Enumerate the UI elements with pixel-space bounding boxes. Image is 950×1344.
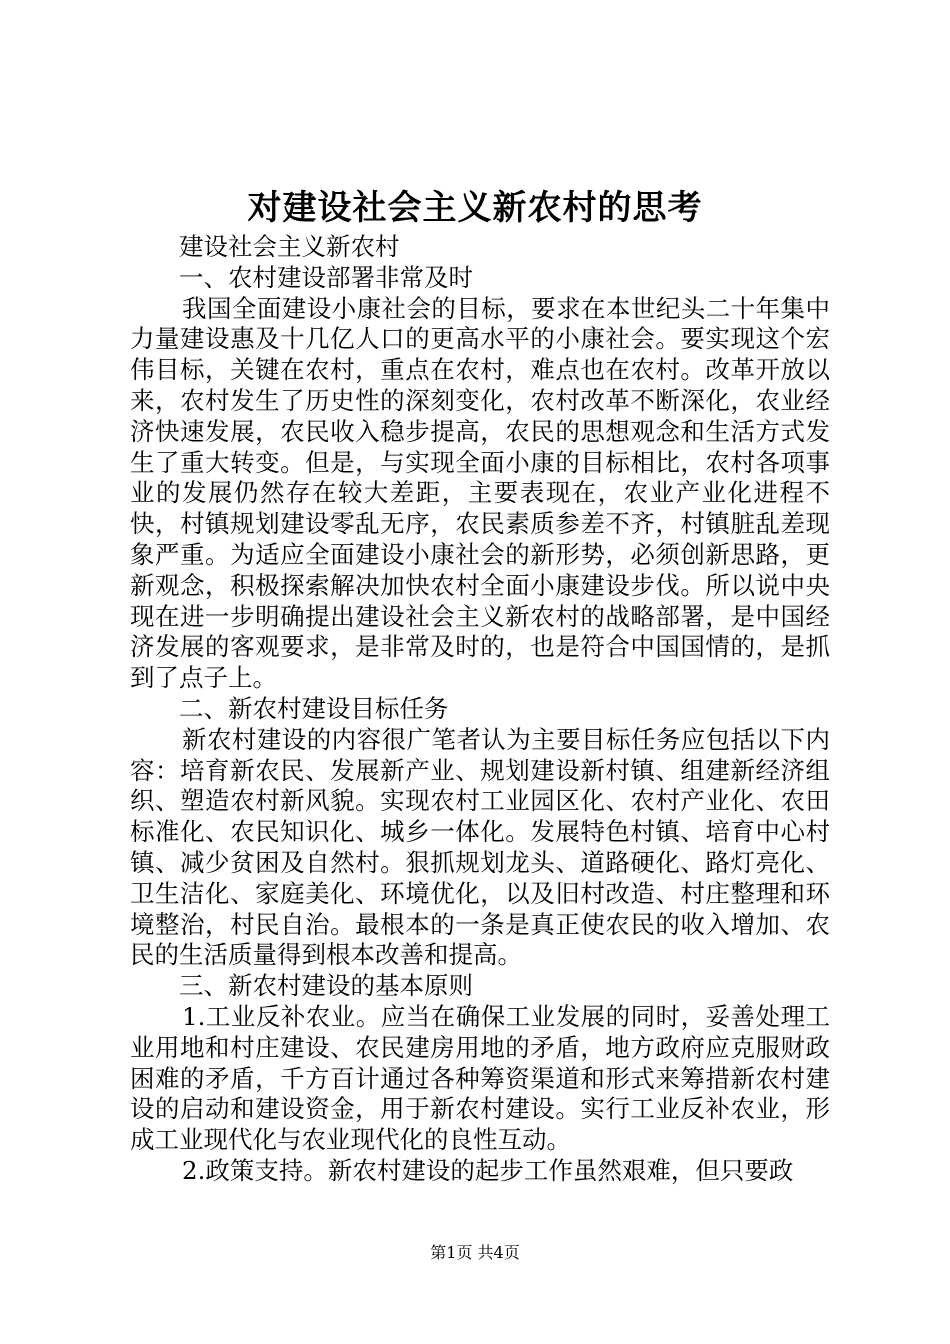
intro-line: 建设社会主义新农村 (179, 232, 400, 261)
paragraph-2: 新农村建设的内容很广笔者认为主要目标任务应包括以下内容：培育新农民、发展新产业、规划建设新村镇、组建新经济组织、塑造农村新风貌。实现农村工业园区化、农村产业化、农田标准化、农民知识化、城乡一体化。发展特色村镇、培育中心村镇、减少贫困及自然村。狠抓规划龙头、道路硬化、路灯亮化、卫生洁化、家庭美化、环境优化，以及旧村改造、村庄整理和环境整治，村民自治。最根本的一条是真正使农民的收入增加、农民的生活质量得到根本改善和提高。 (130, 724, 830, 970)
document-body (130, 232, 830, 1187)
paragraph-1: 我国全面建设小康社会的目标，要求在本世纪头二十年集中力量建设惠及十几亿人口的更高水平的小康社会。要实现这个宏伟目标，关键在农村，重点在农村，难点也在农村。改革开放以来，农村发生了历史性的深刻变化，农村改革不断深化，农业经济快速发展，农民收入稳步提高，农民的思想观念和生活方式发生了重大转变。但是，与实现全面小康的目标相比，农村各项事业的发展仍然存在较大差距，主要表现在，农业产业化进程不快，村镇规划建设零乱无序，农民素质参差不齐，村镇脏乱差现象严重。为适应全面建设小康社会的新形势，必须创新思路，更新观念，积极探索解决加快农村全面小康建设步伐。所以说中央现在进一步明确提出建设社会主义新农村的战略部署，是中国经济发展的客观要求，是非常及时的，也是符合中国国情的，是抓到了点子上。 (130, 293, 830, 693)
section-heading-3: 三、新农村建设的基本原则 (179, 971, 473, 1001)
document-title: 对建设社会主义新农村的思考 (247, 188, 703, 228)
page-footer: 第1页 共4页 (430, 1243, 520, 1262)
paragraph-3: 1.工业反补农业。应当在确保工业发展的同时，妥善处理工业用地和村庄建设、农民建房用地的矛盾，地方政府应克服财政困难的矛盾，千方百计通过各种筹资渠道和形式来筹措新农村建设的启动和建设资金，用于新农村建设。实行工业反补农业，形成工业现代化与农业现代化的良性互动。 (130, 1001, 830, 1155)
section-heading-2: 二、新农村建设目标任务 (179, 693, 449, 723)
paragraph-4: 2.政策支持。新农村建设的起步工作虽然艰难，但只要政 (182, 1155, 794, 1185)
section-heading-1: 一、农村建设部署非常及时 (179, 262, 473, 292)
